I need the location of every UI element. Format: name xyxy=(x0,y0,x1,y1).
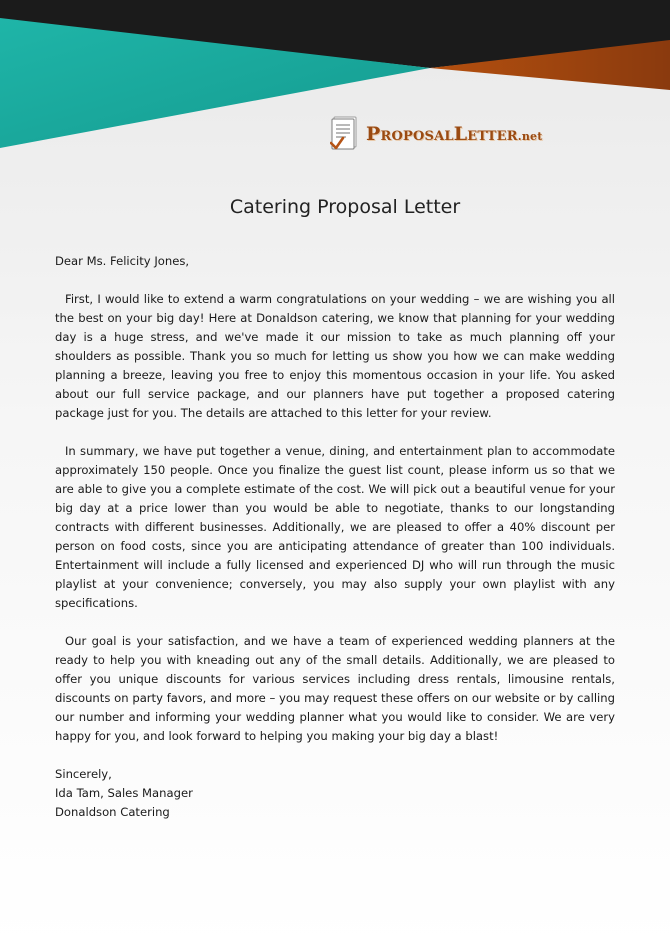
paragraph-3: Our goal is your satisfaction, and we have a team of experienced wedding planners at the ready to help you with kneading out any of the small details. Additionally, we are pleased to offer you unique discounts for various services including dress rentals, limousine rentals, discounts on party favors, and more – you may request these offers on our website or by calling our number and informing your wedding planner what you would like to consider. We are very happy for you, and look forward to helping you making your big day a blast! xyxy=(55,634,615,743)
signature-block xyxy=(55,765,615,822)
letter-title: Catering Proposal Letter xyxy=(229,196,461,218)
document-check-icon xyxy=(330,116,360,152)
paragraph-1: First, I would like to extend a warm congratulations on your wedding – we are wishing you all the best on your big day! Here at Donaldson catering, we know that planning for your wedding day is a huge stress, and we've made it our mission to take as much planning off your shoulders as possible. Thank you so much for letting us show you how we can make wedding planning a breeze, leaving you free to enjoy this momentous occasion in your life. You asked about our full service package, and our planners have put together a proposed catering package just for you. The details are attached to this letter for your review. xyxy=(55,292,615,420)
brand-logo xyxy=(330,116,543,152)
paragraph-2: In summary, we have put together a venue, dining, and entertainment plan to accommodate approximately 150 people. Once you finalize the guest list count, please inform us so that we are able to give you a complete estimate of the cost. We will pick out a beautiful venue for your big day at a price lower than you would be able to negotiate, thanks to our longstanding contracts with different businesses. Additionally, we are pleased to offer a 40% discount per person on food costs, since you are anticipating attendance of greater than 100 individuals. Entertainment will include a fully licensed and experienced DJ who will run through the music playlist at your convenience; conversely, you may also supply your own playlist with any specifications. xyxy=(55,444,615,610)
brand-suffix: .net xyxy=(517,130,543,143)
salutation: Dear Ms. Felicity Jones, xyxy=(55,254,190,268)
brand-name: ProposalLetter.net xyxy=(366,123,543,145)
letter-body xyxy=(55,252,615,822)
signer-name: Ida Tam, Sales Manager xyxy=(55,786,193,800)
company-name: Donaldson Catering xyxy=(55,805,170,819)
closing: Sincerely, xyxy=(55,767,112,781)
